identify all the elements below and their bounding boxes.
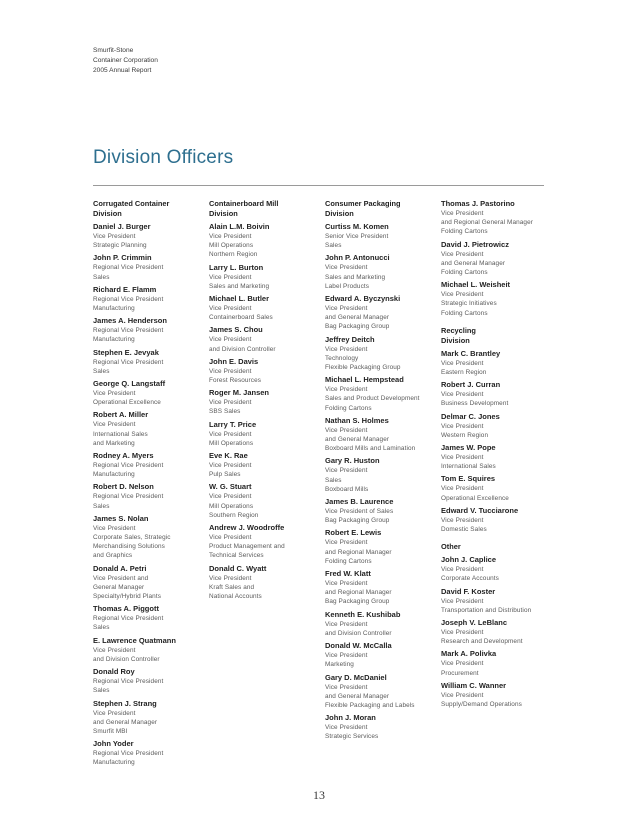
officer-name: Thomas J. Pastorino [441, 199, 515, 208]
officer-title-line: Mill Operations [209, 502, 254, 510]
officer-entry [93, 604, 205, 632]
officer-title-line: Sales [93, 502, 110, 510]
officer-title-line: Vice President [325, 580, 368, 588]
officer-name: Stephen J. Strang [93, 698, 157, 708]
officer-title-line: Transportation and Distribution [441, 606, 532, 614]
officer-title-line: Corporate Accounts [441, 575, 499, 583]
officer-name: Kenneth E. Kushibab [325, 609, 401, 619]
officer-title-line: Folding Cartons [441, 269, 488, 277]
officer-entry [325, 713, 437, 741]
division-heading-line: Containerboard Mill [209, 199, 279, 208]
officer-name: John E. Davis [209, 356, 259, 366]
officer-name: Mark C. Brantley [441, 348, 501, 358]
officer-title-line: Flexible Packaging Group [325, 364, 401, 372]
officer-title-line: National Accounts [209, 593, 262, 601]
officer-title-line: Technology [325, 354, 359, 362]
officer-title-line: Manufacturing [93, 336, 135, 344]
officer-title-line: Vice President [441, 516, 484, 524]
officer-name: Joseph V. LeBlanc [441, 618, 507, 628]
officer-name: Donald W. McCalla [325, 641, 392, 651]
officer-title-line: Pulp Sales [209, 471, 241, 479]
officer-entry [209, 325, 321, 353]
division-heading-line: Other [441, 542, 461, 552]
officer-title-line: Vice President [441, 210, 484, 217]
column-containerboard [209, 199, 321, 604]
officer-entry [93, 699, 205, 737]
officer-title-line: Vice President [209, 273, 252, 281]
officer-title-line: and General Manager [93, 718, 158, 726]
officer-title-line: Boxboard Mills and Lamination [325, 445, 416, 453]
officer-title-line: Senior Vice President [325, 233, 389, 240]
officer-entry [209, 451, 321, 479]
officer-entry [325, 335, 437, 373]
officer-title-line: and Division Controller [325, 629, 392, 637]
officer-entry [325, 569, 437, 607]
officer-title-line: SBS Sales [209, 408, 241, 416]
officer-title-line: and Graphics [93, 552, 133, 560]
officer-title-line: General Manager [93, 583, 145, 591]
officer-entry [325, 456, 437, 494]
officer-title-line: Mill Operations [209, 242, 254, 250]
officer-entry [93, 514, 205, 561]
officer-title-line: Vice President [209, 430, 252, 438]
officer-title-line: Vice President [325, 264, 368, 272]
division-heading-line: Corrugated Container [93, 199, 170, 208]
officer-name: Larry L. Burton [209, 262, 264, 272]
officer-name: Nathan S. Holmes [325, 415, 389, 425]
company-line: Smurfit-Stone [93, 47, 134, 54]
officer-title-line: and Regional Manager [325, 589, 392, 597]
officer-name: Mark A. Polivka [441, 649, 497, 659]
officer-title-line: Vice President [325, 652, 368, 660]
officer-name: Eve K. Rae [209, 451, 248, 461]
officer-entry [441, 240, 545, 278]
officer-entry [441, 280, 545, 318]
officer-title-line: Vice President [441, 485, 484, 493]
officer-entry [325, 497, 437, 525]
officer-title-line: Vice President [441, 597, 484, 605]
officer-title-line: Vice President [441, 391, 484, 399]
column-corrugated [93, 199, 205, 771]
officer-title-line: Vice President [325, 724, 368, 732]
officer-name: William C. Wanner [441, 680, 507, 690]
officer-name: Robert D. Nelson [93, 482, 154, 492]
officer-title-line: Vice President [441, 454, 484, 462]
officer-title-line: Folding Cartons [441, 309, 488, 317]
officer-title-line: Vice President [441, 250, 484, 258]
officer-title-line: Vice President [325, 620, 368, 628]
title-divider [93, 185, 544, 186]
page-title: Division Officers [93, 147, 234, 168]
officer-name: John P. Antonucci [325, 253, 390, 263]
officer-title-line: Containerboard Sales [209, 314, 273, 322]
officer-entry [325, 375, 437, 413]
officer-name: Tom E. Squires [441, 474, 496, 484]
division-heading-line: Division [325, 209, 354, 218]
column-consumer-packaging [325, 199, 437, 745]
officer-entry [441, 555, 545, 583]
officer-title-line: Research and Development [441, 638, 523, 646]
officer-name: Edward V. Tucciarone [441, 505, 519, 515]
officer-name: John J. Moran [325, 713, 376, 723]
officer-title-line: Vice President [441, 422, 484, 430]
officer-title-line: Vice President [209, 534, 252, 542]
officer-title-line: Vice President [209, 493, 252, 501]
officer-title-line: and Division Controller [209, 345, 276, 353]
officer-name: Stephen E. Jevyak [93, 347, 159, 357]
officer-name: Richard E. Flamm [93, 284, 157, 294]
division-heading-line: Consumer Packaging [325, 199, 401, 208]
officer-name: David F. Koster [441, 586, 496, 596]
officer-title-line: Regional Vice President [93, 295, 164, 303]
officer-name: Michael L. Hempstead [325, 375, 404, 385]
officer-title-line: Vice President [93, 233, 136, 240]
officer-title-line: Vice President [441, 660, 484, 668]
officer-entry [441, 681, 545, 709]
division-heading-line: Recycling [441, 325, 476, 335]
officer-title-line: Eastern Region [441, 369, 487, 377]
officer-title-line: Vice President [93, 524, 136, 532]
officer-title-line: Strategic Services [325, 733, 379, 741]
officer-entry [209, 294, 321, 322]
officer-name: Jeffrey Deitch [325, 334, 375, 344]
officer-name: Michael L. Weisheit [441, 280, 511, 290]
officer-title-line: and Regional Manager [325, 548, 392, 556]
officer-entry [93, 348, 205, 376]
officer-title-line: Vice President [209, 462, 252, 470]
officer-title-line: Regional Vice President [93, 678, 164, 686]
column-other-divisions [441, 199, 545, 712]
officer-name: Delmar C. Jones [441, 411, 500, 421]
officer-entry [441, 443, 545, 471]
officer-name: John P. Crimmin [93, 253, 152, 263]
officer-title-line: Vice President [441, 359, 484, 367]
officer-title-line: Manufacturing [93, 471, 135, 479]
division-heading-line: Division [209, 209, 238, 218]
officer-entry [325, 673, 437, 711]
officer-title-line: Vice President [209, 399, 252, 407]
officer-entry [93, 222, 205, 250]
officer-title-line: Operational Excellence [93, 399, 161, 407]
officer-name: Edward A. Byczynski [325, 294, 401, 304]
officer-entry [93, 564, 205, 602]
officer-name: Roger M. Jansen [209, 388, 270, 398]
officer-title-line: Regional Vice President [93, 358, 164, 366]
division-heading-line: Division [93, 209, 122, 218]
company-line: Container Corporation [93, 57, 158, 64]
officer-entry [209, 482, 321, 520]
officer-name: W. G. Stuart [209, 482, 252, 492]
officer-name: Daniel J. Burger [93, 222, 151, 231]
officer-title-line: Regional Vice President [93, 327, 164, 335]
officer-title-line: Boxboard Mills [325, 485, 369, 493]
officer-title-line: Sales [93, 367, 110, 375]
officer-title-line: Bag Packaging Group [325, 598, 390, 606]
officer-title-line: and Regional General Manager [441, 219, 533, 227]
officer-title-line: Vice President [93, 421, 136, 429]
officer-title-line: Forest Resources [209, 377, 262, 385]
officer-name: James B. Laurence [325, 497, 394, 507]
officer-title-line: Vice President [93, 709, 136, 717]
officer-title-line: Operational Excellence [441, 494, 509, 502]
officer-title-line: Smurfit MBI [93, 727, 128, 735]
officer-entry [209, 420, 321, 448]
officer-title-line: Vice President [325, 539, 368, 547]
officer-title-line: and General Manager [325, 436, 390, 444]
officer-title-line: Folding Cartons [325, 557, 372, 565]
division-heading [93, 199, 205, 219]
officer-entry [93, 410, 205, 448]
officer-title-line: Kraft Sales and [209, 583, 255, 591]
officer-entry [209, 523, 321, 561]
officer-entry [209, 388, 321, 416]
officer-title-line: Supply/Demand Operations [441, 701, 522, 709]
officer-entry [93, 379, 205, 407]
officer-title-line: Sales [93, 687, 110, 695]
officer-title-line: Domestic Sales [441, 526, 487, 534]
officer-entry [441, 618, 545, 646]
officer-title-line: Folding Cartons [325, 404, 372, 412]
officer-name: Gary R. Huston [325, 456, 380, 466]
officer-title-line: Vice President [441, 566, 484, 574]
report-line: 2005 Annual Report [93, 67, 152, 74]
division-heading [441, 326, 545, 346]
page-number: 13 [313, 788, 325, 802]
officer-name: James W. Pope [441, 443, 496, 453]
officer-name: Alain L.M. Boivin [209, 222, 270, 231]
officer-title-line: Vice President [441, 291, 484, 299]
officer-title-line: Sales [325, 242, 342, 250]
officer-name: Donald A. Petri [93, 563, 147, 573]
officer-title-line: Bag Packaging Group [325, 517, 390, 525]
officer-entry [441, 649, 545, 677]
officer-entry [441, 349, 545, 377]
officer-name: James S. Chou [209, 325, 263, 335]
officer-entry [209, 263, 321, 291]
officer-name: E. Lawrence Quatmann [93, 635, 176, 645]
officer-title-line: Marketing [325, 661, 354, 669]
officer-name: Gary D. McDaniel [325, 672, 387, 682]
officer-title-line: Folding Cartons [441, 228, 488, 236]
officer-entry [325, 294, 437, 332]
officer-entry [325, 416, 437, 454]
officer-title-line: Sales and Marketing [325, 273, 386, 281]
officer-title-line: Strategic Planning [93, 242, 147, 250]
officer-title-line: Corporate Sales, Strategic [93, 534, 171, 542]
officer-name: Donald Roy [93, 667, 135, 677]
officer-name: James S. Nolan [93, 513, 149, 523]
officer-name: George Q. Langstaff [93, 379, 166, 389]
officer-entry [93, 285, 205, 313]
officer-title-line: Vice President [325, 305, 368, 313]
officer-entry [93, 636, 205, 664]
officer-title-line: and General Manager [441, 259, 506, 267]
division-heading-line: Division [441, 335, 470, 345]
officer-name: James A. Henderson [93, 316, 167, 326]
officer-title-line: Vice President [325, 386, 368, 394]
officer-name: Robert A. Miller [93, 410, 149, 420]
officer-title-line: and Division Controller [93, 655, 160, 663]
officer-name: Donald C. Wyatt [209, 563, 267, 573]
officer-entry [93, 667, 205, 695]
officer-name: John J. Caplice [441, 555, 497, 565]
officer-entry [441, 199, 545, 237]
officer-title-line: Vice President [209, 233, 252, 240]
company-header [93, 46, 158, 76]
officer-entry [441, 412, 545, 440]
officer-title-line: Technical Services [209, 552, 264, 560]
officer-entry [325, 222, 437, 250]
officer-title-line: Vice President [325, 683, 368, 691]
officer-title-line: Regional Vice President [93, 615, 164, 623]
officer-title-line: International Sales [93, 430, 148, 438]
officer-title-line: Strategic Initiatives [441, 300, 497, 308]
officer-title-line: Vice President [441, 629, 484, 637]
officer-title-line: Mill Operations [209, 439, 254, 447]
officer-title-line: Vice President [325, 467, 368, 475]
officer-title-line: Sales [93, 273, 110, 281]
officer-entry [441, 380, 545, 408]
officer-title-line: Vice President [209, 367, 252, 375]
officer-title-line: Label Products [325, 282, 370, 290]
officer-title-line: Business Development [441, 400, 509, 408]
officer-entry [441, 506, 545, 534]
officer-title-line: Sales [325, 476, 342, 484]
officer-title-line: Merchandising Solutions [93, 543, 165, 551]
officer-entry [441, 474, 545, 502]
division-heading [325, 199, 437, 219]
officer-entry [209, 564, 321, 602]
officer-title-line: and General Manager [325, 314, 390, 322]
officer-name: John Yoder [93, 739, 134, 749]
officer-entry [441, 587, 545, 615]
officer-title-line: Vice President [93, 646, 136, 654]
officer-title-line: Regional Vice President [93, 493, 164, 501]
officer-title-line: and General Manager [325, 692, 390, 700]
officer-title-line: Western Region [441, 431, 489, 439]
officer-title-line: Sales and Product Development [325, 395, 420, 403]
officer-title-line: Vice President [325, 426, 368, 434]
officer-entry [93, 451, 205, 479]
officer-entry [325, 610, 437, 638]
officer-title-line: Vice President and [93, 574, 149, 582]
officer-name: Thomas A. Piggott [93, 604, 159, 614]
officer-name: David J. Pietrowicz [441, 239, 509, 249]
officer-name: Larry T. Price [209, 419, 257, 429]
officer-entry [93, 739, 205, 767]
officer-title-line: Vice President [209, 336, 252, 344]
officer-title-line: Regional Vice President [93, 750, 164, 758]
officer-entry [93, 316, 205, 344]
officer-title-line: Northern Region [209, 251, 258, 259]
officer-title-line: Vice President of Sales [325, 508, 394, 516]
officer-title-line: Regional Vice President [93, 264, 164, 272]
officer-name: Curtiss M. Komen [325, 222, 389, 231]
division-heading [209, 199, 321, 219]
officer-title-line: Regional Vice President [93, 462, 164, 470]
officer-entry [325, 253, 437, 291]
officer-entry [209, 357, 321, 385]
officer-title-line: Sales and Marketing [209, 282, 270, 290]
officer-name: Rodney A. Myers [93, 451, 154, 461]
officer-title-line: Product Management and [209, 543, 285, 551]
officer-title-line: Manufacturing [93, 305, 135, 313]
officer-title-line: Bag Packaging Group [325, 323, 390, 331]
officer-name: Robert J. Curran [441, 380, 501, 390]
officer-title-line: Specialty/Hybrid Plants [93, 593, 162, 601]
officer-title-line: Vice President [325, 345, 368, 353]
officer-title-line: and Marketing [93, 439, 135, 447]
officer-entry [325, 528, 437, 566]
officer-title-line: Vice President [441, 691, 484, 699]
officer-entry [209, 222, 321, 260]
officer-title-line: Manufacturing [93, 759, 135, 767]
officer-name: Andrew J. Woodroffe [209, 523, 285, 533]
officer-title-line: Sales [93, 624, 110, 632]
officer-title-line: Southern Region [209, 511, 259, 519]
officer-title-line: Flexible Packaging and Labels [325, 701, 415, 709]
division-heading [441, 542, 545, 552]
officer-title-line: Procurement [441, 669, 479, 677]
officer-name: Michael L. Butler [209, 294, 270, 304]
officer-name: Robert E. Lewis [325, 528, 382, 538]
officer-name: Fred W. Klatt [325, 569, 371, 579]
officer-title-line: International Sales [441, 463, 496, 471]
officer-title-line: Vice President [93, 390, 136, 398]
officer-entry [93, 482, 205, 510]
officer-title-line: Vice President [209, 574, 252, 582]
officer-entry [93, 253, 205, 281]
officer-entry [325, 641, 437, 669]
officer-title-line: Vice President [209, 305, 252, 313]
